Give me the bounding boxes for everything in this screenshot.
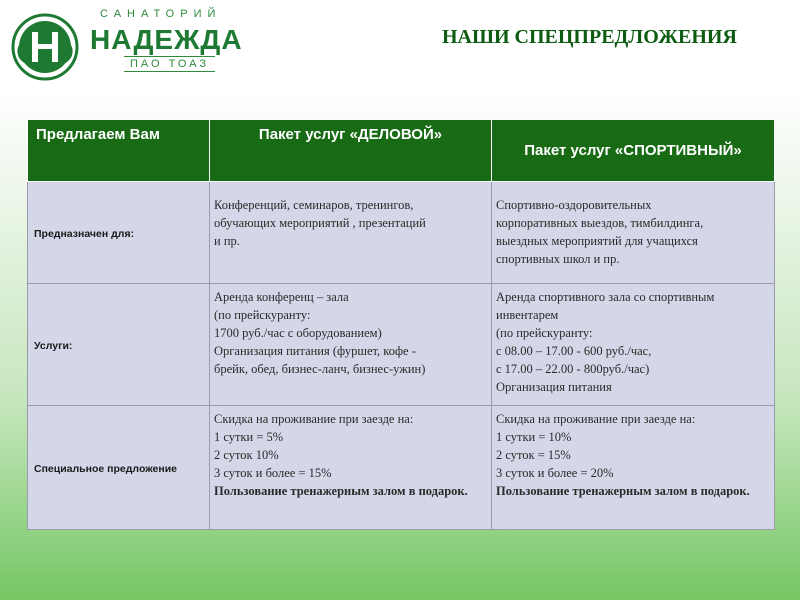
logo-sub-text: ПАО ТОАЗ xyxy=(124,56,215,72)
row-label-services: Услуги: xyxy=(28,284,210,406)
table-row xyxy=(28,406,775,530)
gym-gift-text: Пользование тренажерным залом в подарок. xyxy=(496,484,750,498)
text-line: инвентарем xyxy=(496,308,559,322)
text-line: с 17.00 – 22.00 - 800руб./час) xyxy=(496,362,650,376)
table-row xyxy=(28,284,775,406)
text-line: Организация питания (фуршет, кофе - xyxy=(214,344,416,358)
row-label-purpose: Предназначен для: xyxy=(28,182,210,284)
offers-table xyxy=(27,119,775,530)
text-line: Скидка на проживание при заезде на: xyxy=(496,412,696,426)
sanatorium-logo xyxy=(4,4,243,84)
cell-business-services xyxy=(210,284,492,406)
page-title: НАШИ СПЕЦПРЕДЛОЖЕНИЯ xyxy=(442,26,737,48)
text-line: с 08.00 – 17.00 - 600 руб./час, xyxy=(496,344,652,358)
text-line: 1700 руб./час с оборудованием) xyxy=(214,326,382,340)
text-line: 3 суток и более = 20% xyxy=(496,466,614,480)
logo-top-text: САНАТОРИЙ xyxy=(100,8,222,20)
text-line: Аренда конференц – зала xyxy=(214,290,349,304)
text-line: 1 сутки = 5% xyxy=(214,430,284,444)
header-sport-package: Пакет услуг «СПОРТИВНЫЙ» xyxy=(492,120,775,182)
logo-emblem-icon xyxy=(10,12,80,82)
text-line: Спортивно-оздоровительных xyxy=(496,198,652,212)
cell-sport-special xyxy=(492,406,775,530)
table-row xyxy=(28,182,775,284)
header-business-package: Пакет услуг «ДЕЛОВОЙ» xyxy=(210,120,492,182)
gym-gift-text: Пользование тренажерным залом в подарок. xyxy=(214,484,468,498)
text-line: Конференций, семинаров, тренингов, xyxy=(214,198,414,212)
cell-business-purpose xyxy=(210,182,492,284)
text-line: и пр. xyxy=(214,234,240,248)
cell-business-special xyxy=(210,406,492,530)
logo-name: НАДЕЖДА xyxy=(90,24,243,55)
text-line: спортивных школ и пр. xyxy=(496,252,620,266)
text-line: 3 суток и более = 15% xyxy=(214,466,332,480)
text-line: (по прейскуранту: xyxy=(496,326,593,340)
text-line: 1 сутки = 10% xyxy=(496,430,572,444)
text-line: выездных мероприятий для учащихся xyxy=(496,234,698,248)
cell-sport-services xyxy=(492,284,775,406)
text-line: обучающих мероприятий , презентаций xyxy=(214,216,426,230)
text-line: 2 суток = 15% xyxy=(496,448,571,462)
text-line: 2 суток 10% xyxy=(214,448,279,462)
row-label-special-offer: Специальное предложение xyxy=(28,406,210,530)
text-line: Организация питания xyxy=(496,380,612,394)
text-line: (по прейскуранту: xyxy=(214,308,311,322)
header-offer: Предлагаем Вам xyxy=(28,120,210,182)
text-line: корпоративных выездов, тимбилдинга, xyxy=(496,216,704,230)
text-line: Аренда спортивного зала со спортивным xyxy=(496,290,715,304)
text-line: Скидка на проживание при заезде на: xyxy=(214,412,414,426)
table-header-row xyxy=(28,120,775,182)
text-line: брейк, обед, бизнес-ланч, бизнес-ужин) xyxy=(214,362,426,376)
cell-sport-purpose xyxy=(492,182,775,284)
